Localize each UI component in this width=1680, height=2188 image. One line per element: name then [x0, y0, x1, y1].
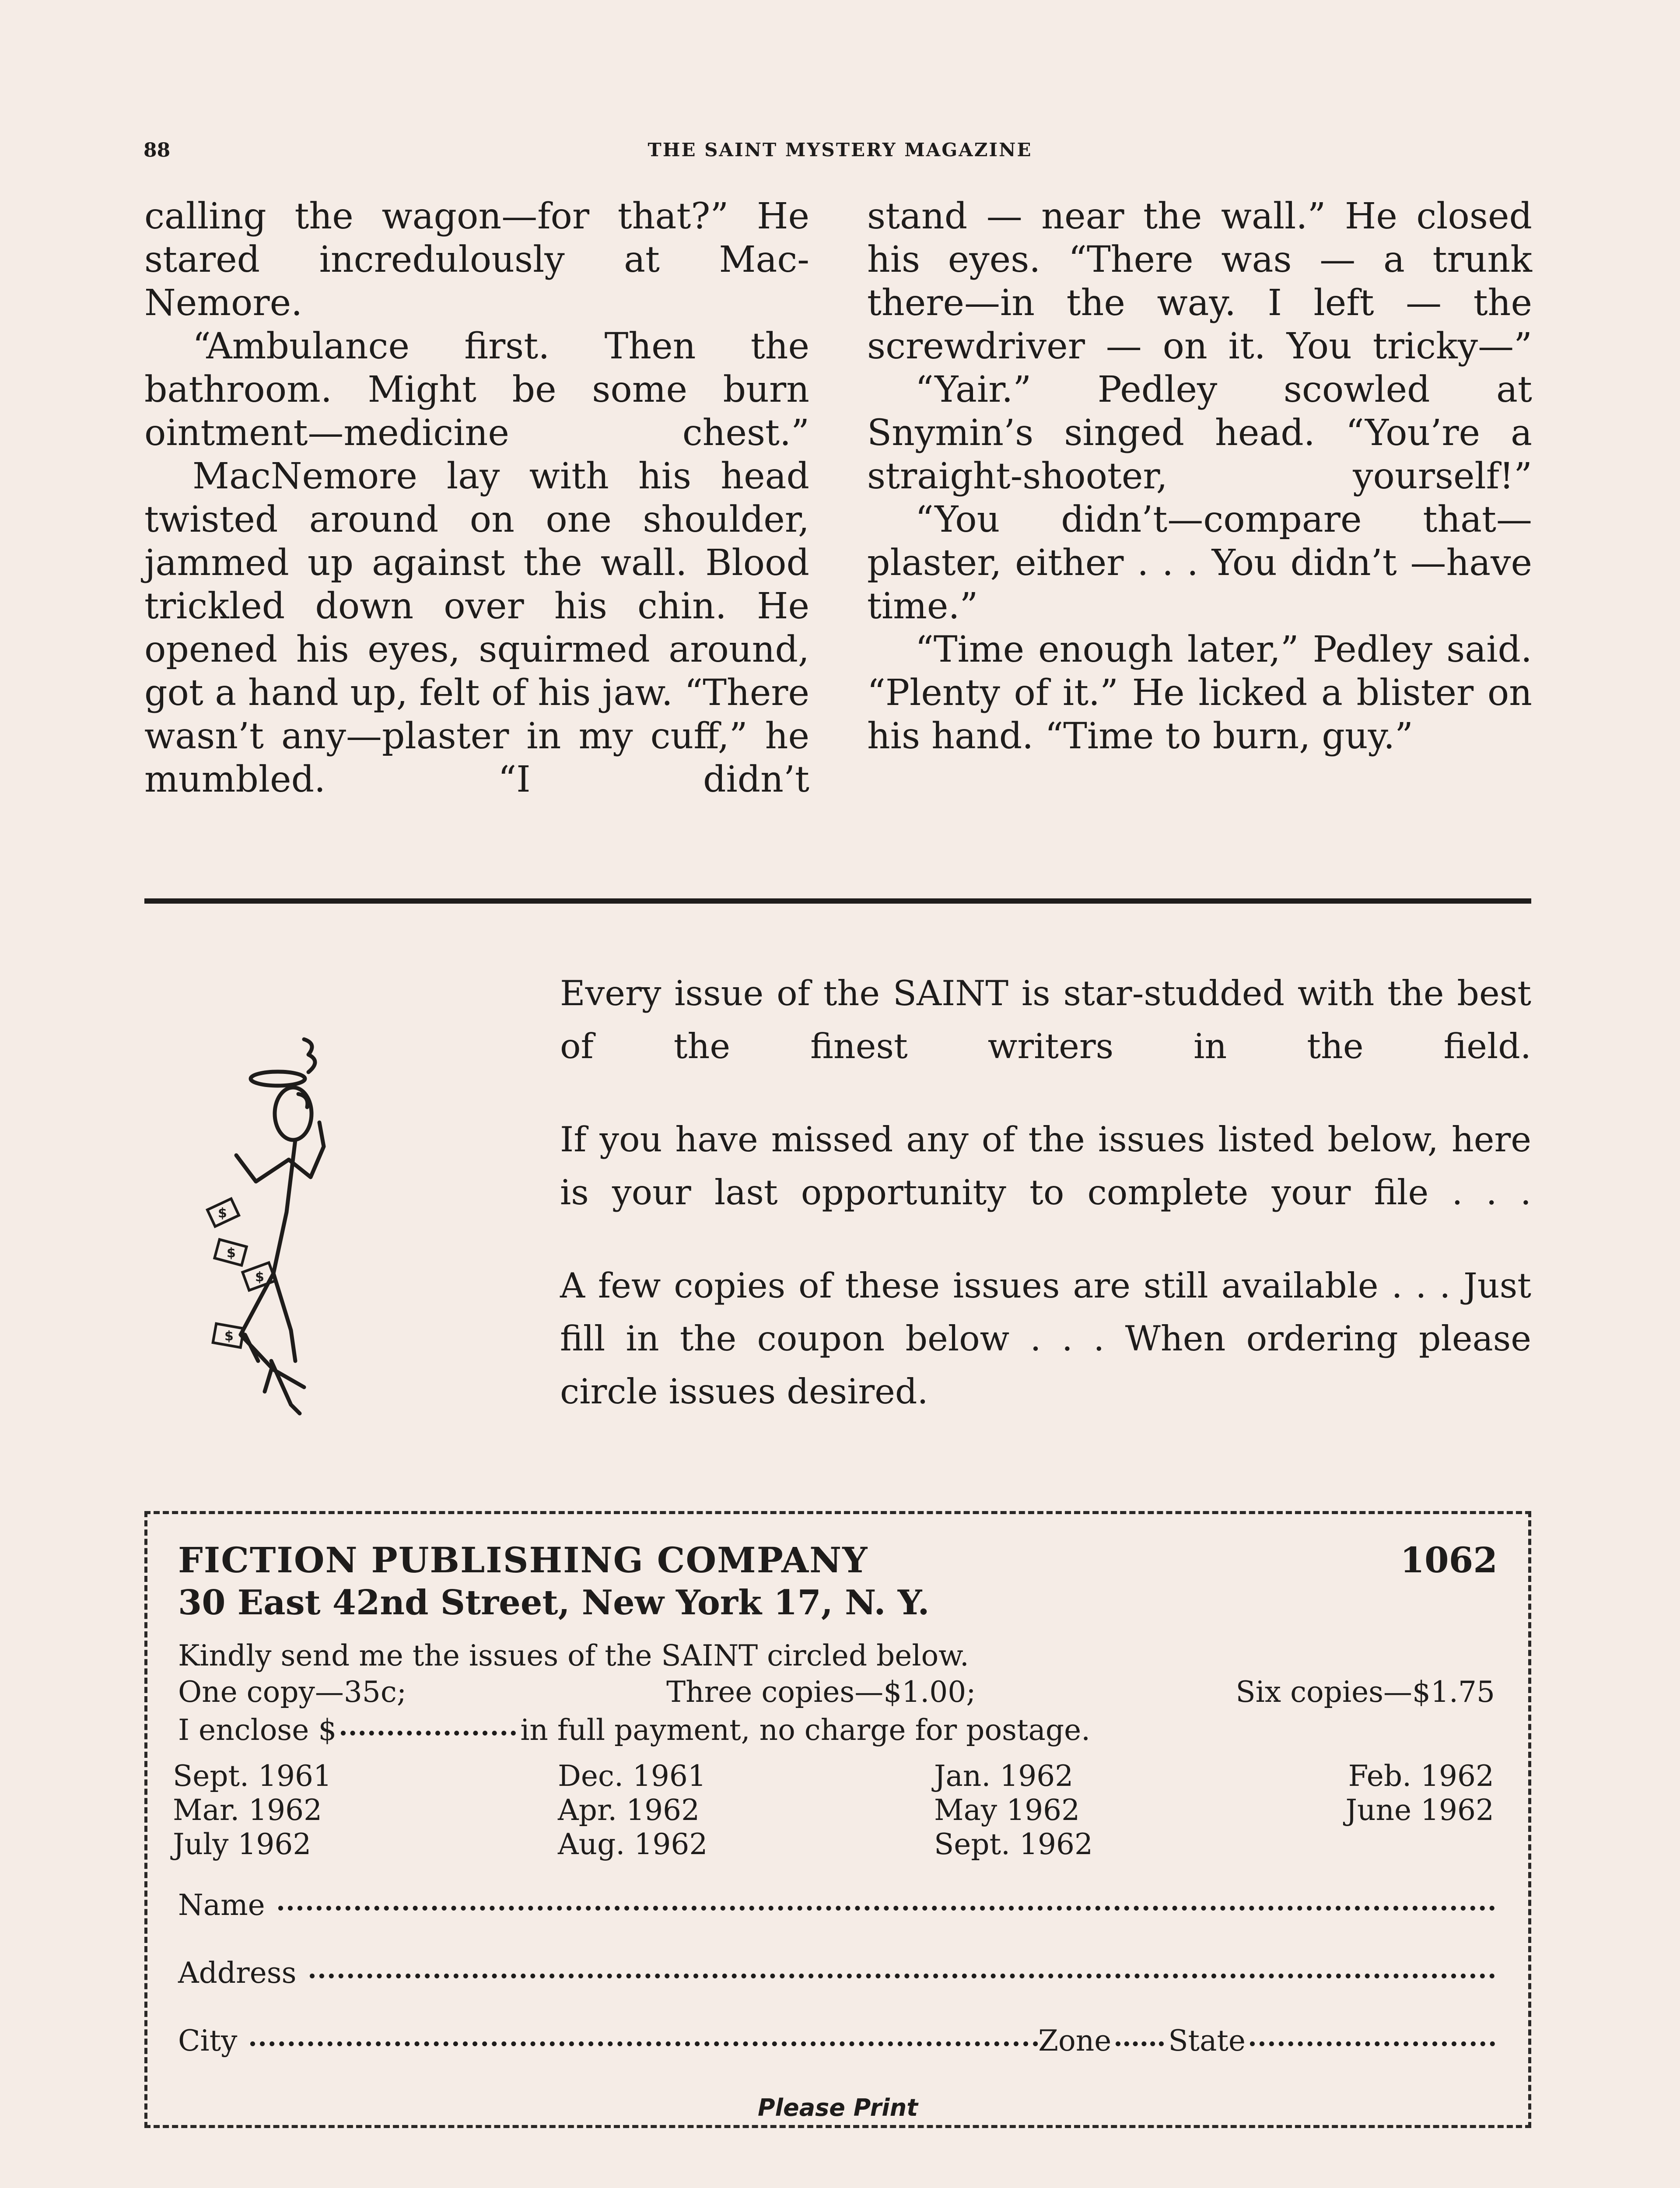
issue-option[interactable]: Feb. 1962 [1348, 1759, 1494, 1793]
story-column-left [144, 195, 809, 801]
coupon-code: 1062 [1400, 1539, 1498, 1581]
promo-paragraph: If you have missed any of the issues listed below, here is your last opportunity to complete your file . . . [560, 1119, 1531, 1213]
city-blank[interactable] [250, 2041, 1038, 2046]
issue-list [173, 1759, 1494, 1862]
story-column-right [867, 195, 1532, 758]
company-address: 30 East 42nd Street, New York 17, N. Y. [178, 1583, 930, 1623]
page-number: 88 [144, 139, 171, 161]
address-label: Address [178, 1956, 297, 1990]
story-paragraph: stand — near the wall.” He closed his eyes. “There was — a trunk there—in the way. I left — the screwdriver — on it. You tricky—” [867, 196, 1532, 367]
enclose-amount-blank[interactable] [341, 1731, 516, 1736]
story-paragraph: “You didn’t—compare that—plaster, either . . . You didn’t —have time.” [867, 499, 1532, 627]
state-label: State [1168, 2024, 1246, 2058]
issue-row [173, 1759, 1494, 1793]
story-paragraph: “Yair.” Pedley scowled at Snymin’s singed head. “You’re a straight-shooter, yourself!” [867, 369, 1532, 497]
promo-paragraph: Every issue of the SAINT is star-studded with the best of the finest writers in the field. [560, 973, 1531, 1066]
price-three-copies: Three copies—$1.00; [666, 1675, 976, 1709]
please-print-note: Please Print [757, 2094, 918, 2121]
story-paragraph: “Time enough later,” Pedley said. “Plenty of it.” He licked a blister on his hand. “Time to burn, guy.” [867, 629, 1532, 757]
story-paragraph: “Ambulance first. Then the bathroom. Might be some burn ointment—medicine chest.” [144, 326, 809, 454]
issue-option[interactable]: June 1962 [1345, 1793, 1494, 1827]
order-coupon [144, 1511, 1531, 2128]
section-divider [144, 898, 1531, 904]
company-name: FICTION PUBLISHING COMPANY [178, 1539, 868, 1581]
price-six-copies: Six copies—$1.75 [1236, 1675, 1495, 1709]
svg-text:$: $ [224, 1329, 234, 1344]
price-one-copy: One copy—35c; [178, 1675, 407, 1709]
issue-option[interactable]: July 1962 [173, 1827, 312, 1861]
zone-label: Zone [1038, 2024, 1112, 2058]
svg-text:$: $ [227, 1245, 236, 1261]
issue-option[interactable]: Mar. 1962 [173, 1793, 322, 1827]
issue-option[interactable]: Dec. 1961 [558, 1759, 706, 1793]
back-issue-promo [560, 967, 1531, 1459]
enclose-prefix: I enclose $ [178, 1713, 337, 1747]
running-head: THE SAINT MYSTERY MAGAZINE [648, 139, 1032, 161]
name-field[interactable] [178, 1888, 1495, 1922]
issue-option[interactable]: Apr. 1962 [558, 1793, 700, 1827]
address-field[interactable] [178, 1956, 1495, 1990]
city-field[interactable] [178, 2024, 1495, 2058]
saint-stick-figure-icon [184, 1028, 411, 1422]
svg-text:$: $ [218, 1206, 227, 1221]
price-list [178, 1675, 1495, 1709]
zone-blank[interactable] [1116, 2041, 1164, 2046]
issue-option[interactable]: May 1962 [934, 1793, 1080, 1827]
story-paragraph: MacNemore lay with his head twisted around on one shoulder, jammed up against the wall. Blood trickled down over his chin. He opened his eyes, squirmed around, got a hand up, felt of his jaw. “There wasn’t any—plaster in my cuff,” he mumbled. “I didn’t [144, 456, 809, 800]
issue-option[interactable]: Aug. 1962 [558, 1827, 708, 1861]
issue-option[interactable]: Sept. 1962 [934, 1827, 1093, 1861]
issue-row [173, 1827, 1494, 1862]
issue-option[interactable]: Sept. 1961 [173, 1759, 332, 1793]
story-paragraph: calling the wagon—for that?” He stared incredulously at Mac-Nemore. [144, 196, 809, 324]
issue-option[interactable]: Jan. 1962 [934, 1759, 1074, 1793]
issue-row [173, 1793, 1494, 1827]
enclose-line [178, 1713, 1090, 1747]
enclose-suffix: in full payment, no charge for postage. [520, 1713, 1091, 1747]
promo-paragraph: A few copies of these issues are still available . . . Just fill in the coupon below . . . When ordering please circle issues desired. [560, 1266, 1531, 1412]
order-request: Kindly send me the issues of the SAINT circled below. [178, 1639, 969, 1673]
city-label: City [178, 2024, 238, 2058]
svg-text:$: $ [255, 1269, 264, 1285]
name-blank[interactable] [278, 1906, 1495, 1911]
name-label: Name [178, 1888, 265, 1922]
state-blank[interactable] [1250, 2041, 1495, 2046]
address-blank[interactable] [310, 1974, 1495, 1978]
